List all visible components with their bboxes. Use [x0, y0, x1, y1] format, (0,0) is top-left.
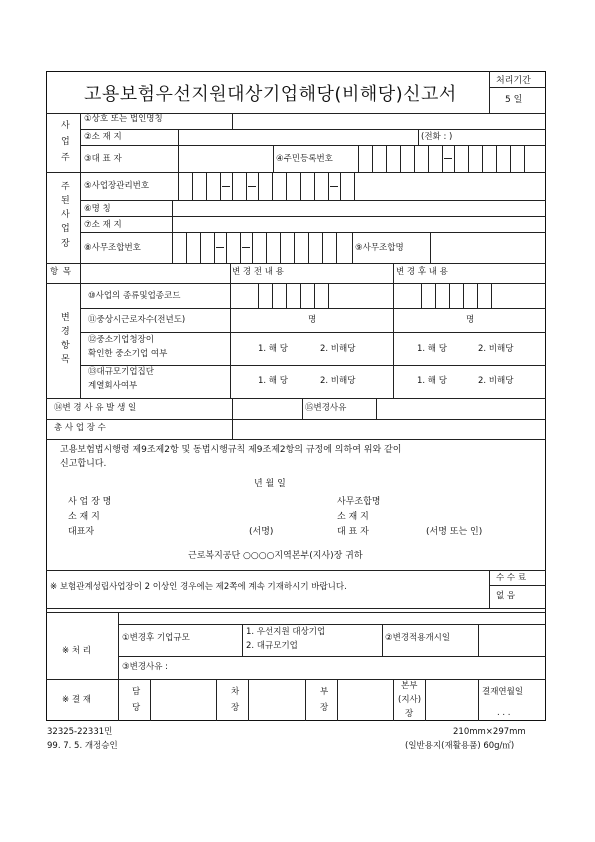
divider: [46, 612, 546, 613]
before-content-header: 변 경 전 내 용: [232, 267, 284, 277]
approval-deputy-char: 장: [231, 703, 240, 713]
post-change-scale-label: ①변경후 기업규모: [122, 633, 190, 643]
declaration-text-line2: 신고합니다.: [60, 459, 107, 469]
divider: [46, 263, 546, 264]
processing-reason-label: ③변경사유 :: [122, 662, 169, 672]
group-before-no-option[interactable]: 2. 비해당: [320, 376, 356, 386]
divider: [80, 216, 546, 217]
sme-after-no-option[interactable]: 2. 비해당: [478, 344, 514, 354]
section-change-char: 목: [61, 355, 70, 365]
sme-check-label-line1: ⑫중소기업청장이: [88, 335, 154, 345]
employee-count-unit-before: 명: [308, 315, 317, 325]
divider: [352, 232, 353, 263]
sme-check-label-line2: 확인한 중소기업 여부: [88, 349, 168, 359]
paper-size: 210mm×297mm: [453, 727, 526, 737]
divider: [46, 419, 546, 420]
declaration-date: 년 월 일: [254, 479, 286, 489]
divider: [80, 365, 546, 366]
divider: [80, 129, 546, 130]
divider: [430, 232, 431, 263]
workplace-mgmt-no-label: ⑤사업장관리번호: [84, 181, 150, 191]
section-workplace-char: 사: [61, 210, 70, 220]
divider: [46, 608, 546, 609]
business-code-before-boxes[interactable]: [230, 283, 393, 308]
sme-before-yes-option[interactable]: 1. 해 당: [258, 344, 288, 354]
large-group-label-line2: 계열회사여부: [88, 381, 138, 391]
divider: [382, 624, 383, 656]
divider: [46, 439, 546, 440]
divider: [393, 679, 394, 721]
paper-type: (일반용지(재활용품) 60g/㎡): [405, 741, 515, 751]
large-group-label-line1: ⑬대규모기업집단: [88, 367, 154, 377]
processing-period-label: 처리기간: [496, 76, 531, 86]
approval-revision: 99. 7. 5. 개정승인: [47, 741, 118, 751]
divider: [80, 283, 81, 398]
declaration-text-line1: 고용보험법시행령 제9조제2항 및 동법시행규칙 제9조제2항의 규정에 의하여 위와 같이: [60, 445, 402, 455]
employee-count-unit-after: 명: [466, 315, 475, 325]
workplace-sign-mark: (서명): [249, 527, 274, 537]
section-owner-char: 업: [61, 137, 70, 147]
section-workplace-char: 된: [61, 196, 70, 206]
divider: [80, 332, 546, 333]
divider: [178, 129, 179, 145]
sme-before-no-option[interactable]: 2. 비해당: [320, 344, 356, 354]
change-reason-label: ⑮변경사유: [305, 403, 347, 413]
section-workplace-char: 장: [61, 239, 70, 249]
business-code-after-boxes[interactable]: [393, 283, 546, 308]
divider: [118, 612, 119, 721]
section-workplace-char: 업: [61, 224, 70, 234]
resident-number-boxes[interactable]: [358, 145, 546, 172]
section-change-char: 경: [61, 327, 70, 337]
approval-date-value: . . .: [497, 708, 511, 718]
divider: [478, 624, 479, 656]
office-assoc-address-sign-label: 소 재 지: [337, 512, 369, 522]
approval-section-label: ※ 결 재: [62, 695, 91, 705]
section-workplace-char: 주: [61, 182, 70, 192]
group-after-no-option[interactable]: 2. 비해당: [478, 376, 514, 386]
section-change-char: 변: [61, 313, 70, 323]
divider: [232, 398, 233, 419]
divider: [337, 679, 338, 721]
approval-date-label: 결재연월일: [482, 687, 524, 697]
office-assoc-no-label: ⑧사무조합번호: [84, 243, 141, 253]
company-name-label: ①상호 또는 법인명칭: [84, 114, 163, 124]
office-assoc-sign-mark: (서명 또는 인): [426, 527, 483, 537]
form-number: 32325-22331민: [47, 727, 113, 737]
divider: [232, 113, 233, 129]
divider: [489, 87, 546, 88]
divider: [418, 129, 419, 145]
workplace-name-label: ⑥명 칭: [84, 204, 111, 214]
divider: [80, 200, 546, 201]
divider: [118, 624, 546, 625]
divider: [80, 308, 546, 309]
approval-director-char: 장: [320, 703, 329, 713]
workplace-address-label: ⑦소 재 지: [84, 220, 122, 230]
divider: [248, 679, 249, 721]
fee-label: 수 수 료: [496, 573, 527, 583]
form-title: 고용보험우선지원대상기업해당(비해당)신고서: [84, 84, 457, 105]
divider: [232, 419, 233, 439]
office-assoc-rep-sign-label: 대 표 자: [337, 527, 369, 537]
divider: [489, 71, 490, 113]
scale-option-large[interactable]: 2. 대규모기업: [246, 641, 298, 651]
divider: [425, 679, 426, 721]
group-before-yes-option[interactable]: 1. 해 당: [258, 376, 288, 386]
divider: [216, 679, 217, 721]
approval-deputy-char: 차: [231, 687, 240, 697]
divider: [118, 656, 546, 657]
total-workplace-label: 총 사 업 장 수: [54, 423, 106, 433]
fee-value: 없 음: [496, 591, 516, 601]
change-item-header: 항 목: [50, 267, 73, 277]
sme-after-yes-option[interactable]: 1. 해 당: [417, 344, 447, 354]
divider: [273, 145, 274, 172]
approval-director-char: 부: [320, 687, 329, 697]
section-change-char: 항: [61, 341, 70, 351]
resident-number-label: ④주민등록번호: [276, 154, 333, 164]
processing-section-label: ※ 처 리: [62, 646, 91, 656]
approval-head-text: 장: [405, 709, 414, 719]
divider: [150, 679, 151, 721]
workplace-rep-sign-label: 대표자: [68, 527, 95, 537]
divider: [178, 145, 179, 172]
apply-start-date-label: ②변경적용개시일: [385, 633, 451, 643]
workplace-address-sign-label: 소 재 지: [68, 512, 100, 522]
addressee: 근로복지공단 ○○○○지역본부(지사)장 귀하: [188, 551, 363, 561]
mgmt-number-boxes[interactable]: [178, 172, 546, 200]
approval-head-text: (지사): [398, 695, 422, 705]
section-owner-char: 주: [61, 153, 70, 163]
office-assoc-name-sign-label: 사무조합명: [337, 497, 381, 507]
approval-head-text: 본부: [401, 681, 418, 691]
workplace-name-sign-label: 사 업 장 명: [68, 497, 112, 507]
divider: [46, 570, 546, 571]
section-owner-char: 사: [61, 121, 70, 131]
phone-label: (전화 : ): [421, 132, 453, 142]
approval-staff-char: 당: [132, 703, 141, 713]
divider: [376, 398, 377, 419]
office-assoc-name-label: ⑨사무조합명: [355, 243, 404, 253]
after-content-header: 변 경 후 내 용: [396, 267, 448, 277]
divider: [242, 624, 243, 656]
representative-label: ③대 표 자: [84, 154, 122, 164]
employee-count-label: ⑪중상시근로자수(전년도): [88, 315, 186, 325]
divider: [478, 679, 479, 721]
divider: [489, 570, 490, 608]
notice-text: ※ 보험관계성립사업장이 2 이상인 경우에는 제2쪽에 계속 기재하시기 바랍니다.: [50, 582, 347, 592]
approval-staff-char: 담: [132, 687, 141, 697]
owner-address-label: ②소 재 지: [84, 132, 122, 142]
scale-option-priority[interactable]: 1. 우선지원 대상기업: [246, 627, 326, 637]
group-after-yes-option[interactable]: 1. 해 당: [417, 376, 447, 386]
processing-period-value: 5 일: [505, 95, 523, 105]
divider: [46, 679, 546, 680]
business-type-label: ⑩사업의 종류및업종코드: [88, 291, 181, 301]
divider: [46, 398, 546, 399]
divider: [305, 679, 306, 721]
divider: [489, 585, 546, 586]
office-assoc-no-boxes[interactable]: [172, 232, 352, 263]
change-reason-date-label: ⑭변 경 사 유 발 생 일: [54, 403, 137, 413]
divider: [302, 398, 303, 419]
